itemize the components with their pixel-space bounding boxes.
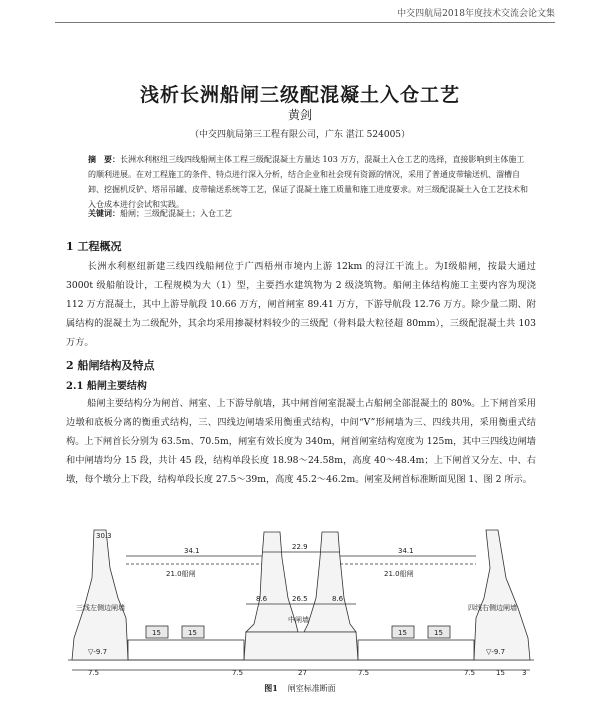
- paper-author: 黄剑: [287, 108, 312, 122]
- figure-number: 图1: [264, 683, 278, 693]
- label-bot-75c: 7.5: [358, 669, 370, 676]
- label-bot-75b: 7.5: [232, 669, 244, 676]
- section-2-1-text: 船闸主要结构分为闸首、闸室、上下游导航墙，其中闸首闸室混凝土占船闸全部混凝土的 80%。上下闸首采用边墩和底板分离的衡重式结构，三、四线边闸墙采用衡重式结构，中间“V”形闸墙为三、四线共用，采用衡重式结构。上下闸首长分别为 63.5m、70.5m，闸室有效长度为 340m，闸首闸室结构宽度为 125m，其中三四线边闸墙和中闸墙均分 15 段，共计 45 段，结构单段长度 18.98～24.58m，高度 40～48.4m；上下闸首又分左、中、右墩，每个墩分上下段，结构单段长度 27.5～39m，高度 45.2～46.2m。闸室及闸首标准断面见图 1、图 2 所示。: [66, 398, 536, 485]
- label-bot-3: 3: [522, 669, 527, 676]
- label-elev-left: ▽-9.7: [88, 648, 108, 656]
- label-dim-86a: 8.6: [256, 595, 268, 603]
- label-dim-left-chamber: 34.1: [184, 547, 200, 555]
- chamber-section-drawing: [66, 528, 536, 676]
- label-elev-right: ▽-9.7: [486, 648, 506, 656]
- label-chamber-right: 21.0船闸: [384, 570, 414, 578]
- label-right-wall: 四线右侧边闸墙: [468, 604, 517, 612]
- section-2-1-heading: 2.1 船闸主要结构: [66, 381, 147, 392]
- label-dim-right-chamber: 34.1: [398, 547, 414, 555]
- section-1-text: 长洲水利枢纽新建三线四线船闸位于广西梧州市境内上游 12km 的浔江干流上。为Ⅰ级船闸，按最大通过 3000t 级船舶设计，工程规模为大（1）型，主要挡水建筑物为 2 级浇筑物。船闸主体结构施工主要内容为现浇 112 万方混凝土，其中上游导航段 10.66 万方，闸首闸室 89.41 万方，下游导航段 12.76 万方。除少量二期、附属结构的混凝土为二级配外，其余均采用掺凝材料较少的三级配（骨料最大粒径超 80mm），三级配混凝土共 103 万方。: [66, 261, 536, 348]
- figure-title: 闸室标准断面: [287, 684, 336, 693]
- label-bot-75d: 7.5: [464, 669, 476, 676]
- label-left-wall: 三线左侧边闸墙: [76, 604, 125, 612]
- label-dim-middle: 22.9: [292, 543, 308, 551]
- running-title: 中交四航局2018年度技术交流会论文集: [397, 9, 555, 19]
- keywords-text: 船闸；三级配混凝土；入仓工艺: [120, 209, 232, 218]
- paper-title: 浅析长洲船闸三级配混凝土入仓工艺: [139, 84, 460, 106]
- label-bot-75a: 7.5: [88, 669, 100, 676]
- section-1-paragraph: [66, 257, 536, 352]
- label-middle-wall: 中闸墙: [288, 616, 309, 624]
- label-bot-15: 15: [496, 669, 505, 676]
- abstract-text: 长洲水利枢纽三线四线船闸主体工程三级配混凝土方量达 103 万方，混凝土入仓工艺的选择，直接影响到主体施工的顺利进展。在对工程施工的条件、特点进行深入分析，结合企业和社会现有资源的情况，采用了普通皮带输送机、溜槽自卸、挖掘机反铲、塔吊吊罐、皮带输送系统等工艺，保证了混凝土施工质量和施工进度要求。对三级配混凝土入仓工艺技术和入仓成本进行会试和实践。: [88, 155, 528, 209]
- figure-caption: [0, 683, 600, 694]
- label-dim-265: 26.5: [292, 595, 308, 603]
- label-bot-27: 27: [298, 669, 307, 676]
- running-header: [55, 4, 555, 23]
- paper-affiliation: （中交四航局第三工程有限公司，广东 湛江 524005）: [189, 130, 411, 140]
- section-2-heading: 2 船闸结构及特点: [66, 359, 155, 372]
- keywords-label: 关键词：: [88, 208, 120, 218]
- label-box-15b: 15: [188, 629, 197, 637]
- keywords: [88, 208, 528, 219]
- label-box-15a: 15: [152, 629, 161, 637]
- abstract-label: 摘 要：: [88, 154, 120, 164]
- label-chamber-left: 21.0船闸: [166, 570, 196, 578]
- abstract: [88, 152, 528, 212]
- label-dim-86b: 8.6: [332, 595, 344, 603]
- label-elev-top: 30.3: [96, 532, 112, 540]
- section-2-1-paragraph: [66, 394, 536, 489]
- label-box-15c: 15: [398, 629, 407, 637]
- label-box-15d: 15: [434, 629, 443, 637]
- section-1-heading: 1 工程概况: [66, 240, 122, 253]
